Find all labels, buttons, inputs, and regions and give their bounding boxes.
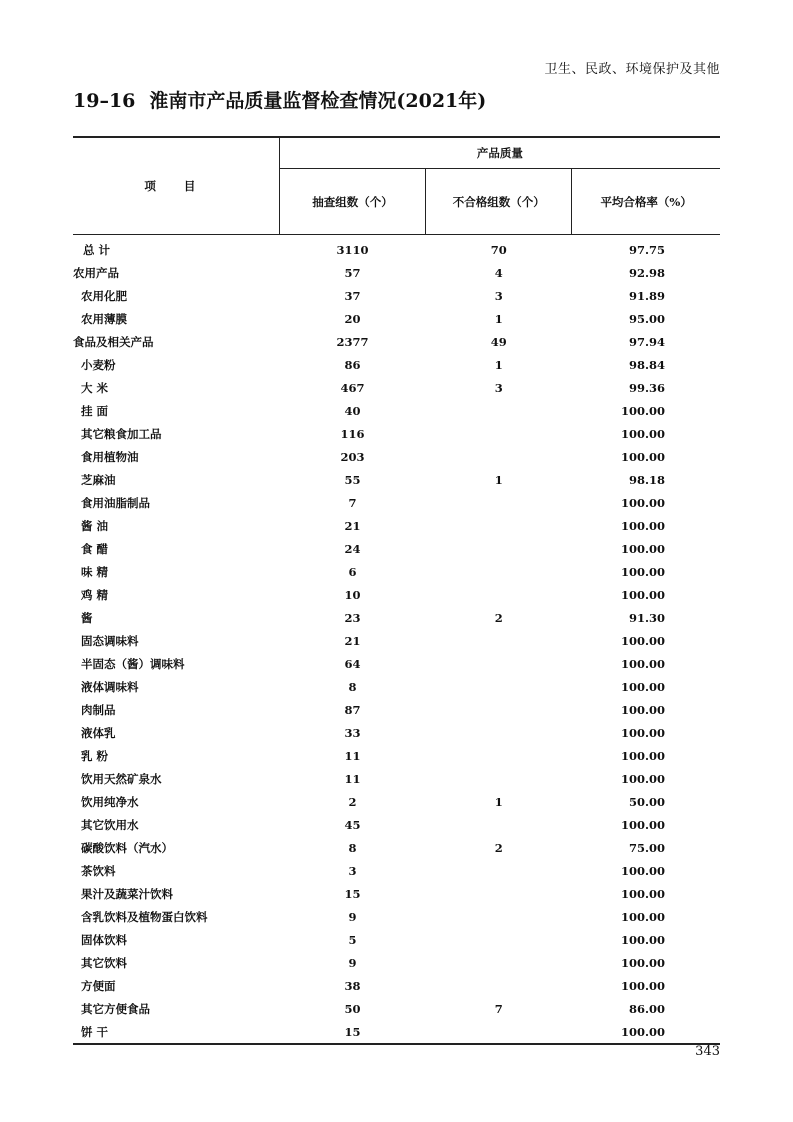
row-item-name: 总 计	[83, 242, 111, 257]
row-failed-groups: 2	[494, 610, 503, 625]
row-sampled-groups: 11	[344, 771, 361, 786]
table-row	[73, 629, 720, 652]
row-item-name: 其它饮用水	[81, 817, 139, 832]
row-average-pass-rate: 100.00	[620, 909, 665, 924]
row-average-pass-rate: 100.00	[620, 495, 665, 510]
row-failed-groups	[426, 652, 572, 675]
table-row	[73, 767, 720, 790]
row-sampled-groups: 15	[344, 886, 361, 901]
row-item-name: 含乳饮料及植物蛋白饮料	[81, 909, 208, 924]
row-average-pass-rate: 100.00	[620, 955, 665, 970]
row-failed-groups: 7	[494, 1001, 503, 1016]
row-failed-groups	[426, 744, 572, 767]
quality-inspection-table	[73, 136, 720, 1045]
row-average-pass-rate: 99.36	[628, 380, 665, 395]
header-failed-groups: 不合格组数（个）	[426, 169, 572, 235]
row-sampled-groups: 467	[340, 380, 365, 395]
table-title: 淮南市产品质量监督检查情况(2021年)	[149, 90, 487, 112]
row-failed-groups	[426, 445, 572, 468]
row-failed-groups	[426, 905, 572, 928]
row-average-pass-rate: 100.00	[620, 403, 665, 418]
row-average-pass-rate: 100.00	[620, 725, 665, 740]
table-row	[73, 675, 720, 698]
row-average-pass-rate: 100.00	[620, 679, 665, 694]
row-failed-groups	[426, 813, 572, 836]
row-sampled-groups: 86	[344, 357, 361, 372]
table-row	[73, 951, 720, 974]
table-row	[73, 284, 720, 307]
table-row	[73, 583, 720, 606]
row-sampled-groups: 11	[344, 748, 361, 763]
row-average-pass-rate: 50.00	[628, 794, 665, 809]
table-row	[73, 307, 720, 330]
row-sampled-groups: 40	[344, 403, 361, 418]
row-failed-groups: 2	[494, 840, 503, 855]
table-row	[73, 537, 720, 560]
row-sampled-groups: 2377	[336, 334, 369, 349]
row-average-pass-rate: 75.00	[628, 840, 665, 855]
row-average-pass-rate: 97.75	[628, 242, 665, 257]
row-failed-groups: 1	[494, 472, 503, 487]
row-item-name: 小麦粉	[81, 357, 116, 372]
table-row	[73, 491, 720, 514]
row-item-name: 味 精	[81, 564, 109, 579]
row-average-pass-rate: 100.00	[620, 426, 665, 441]
row-item-name: 农用薄膜	[81, 311, 127, 326]
table-row	[73, 1020, 720, 1044]
row-failed-groups	[426, 583, 572, 606]
table-row	[73, 376, 720, 399]
row-failed-groups	[426, 399, 572, 422]
row-average-pass-rate: 91.30	[628, 610, 665, 625]
table-row	[73, 974, 720, 997]
row-failed-groups: 1	[494, 311, 503, 326]
row-sampled-groups: 64	[344, 656, 361, 671]
table-row	[73, 652, 720, 675]
row-average-pass-rate: 100.00	[620, 633, 665, 648]
row-sampled-groups: 37	[344, 288, 361, 303]
table-row	[73, 606, 720, 629]
table-row	[73, 790, 720, 813]
row-sampled-groups: 23	[344, 610, 361, 625]
row-sampled-groups: 9	[348, 909, 357, 924]
table-row	[73, 560, 720, 583]
row-failed-groups: 3	[494, 288, 503, 303]
row-sampled-groups: 50	[344, 1001, 361, 1016]
row-sampled-groups: 33	[344, 725, 361, 740]
row-average-pass-rate: 100.00	[620, 541, 665, 556]
table-row	[73, 905, 720, 928]
row-item-name: 酱	[81, 610, 93, 625]
row-item-name: 食用植物油	[81, 449, 139, 464]
row-failed-groups: 3	[494, 380, 503, 395]
row-failed-groups	[426, 1020, 572, 1044]
row-average-pass-rate: 98.18	[628, 472, 665, 487]
table-row	[73, 422, 720, 445]
row-sampled-groups: 10	[344, 587, 361, 602]
row-sampled-groups: 3	[348, 863, 357, 878]
table-row	[73, 261, 720, 284]
header-item: 项 目	[73, 137, 279, 235]
row-item-name: 酱 油	[81, 518, 109, 533]
row-sampled-groups: 116	[340, 426, 365, 441]
row-item-name: 肉制品	[81, 702, 116, 717]
row-failed-groups	[426, 721, 572, 744]
row-sampled-groups: 3110	[336, 242, 369, 257]
row-average-pass-rate: 100.00	[620, 932, 665, 947]
row-sampled-groups: 5	[348, 932, 357, 947]
table-row	[73, 813, 720, 836]
row-item-name: 固体饮料	[81, 932, 127, 947]
table-row	[73, 882, 720, 905]
table-row	[73, 744, 720, 767]
row-average-pass-rate: 100.00	[620, 748, 665, 763]
row-failed-groups	[426, 422, 572, 445]
row-item-name: 芝麻油	[81, 472, 116, 487]
table-row	[73, 235, 720, 262]
table-row	[73, 721, 720, 744]
row-average-pass-rate: 100.00	[620, 587, 665, 602]
row-failed-groups: 1	[494, 357, 503, 372]
row-item-name: 果汁及蔬菜汁饮料	[81, 886, 173, 901]
row-sampled-groups: 2	[348, 794, 357, 809]
row-failed-groups	[426, 859, 572, 882]
page-number: 343	[695, 1044, 720, 1059]
row-average-pass-rate: 100.00	[620, 656, 665, 671]
table-row	[73, 836, 720, 859]
row-item-name: 饮用纯净水	[81, 794, 139, 809]
row-average-pass-rate: 95.00	[628, 311, 665, 326]
row-average-pass-rate: 91.89	[628, 288, 665, 303]
row-sampled-groups: 20	[344, 311, 361, 326]
row-sampled-groups: 57	[344, 265, 361, 280]
row-sampled-groups: 87	[344, 702, 361, 717]
row-average-pass-rate: 92.98	[628, 265, 665, 280]
row-item-name: 半固态（酱）调味料	[81, 656, 185, 671]
row-item-name: 农用化肥	[81, 288, 127, 303]
row-average-pass-rate: 100.00	[620, 518, 665, 533]
row-item-name: 食用油脂制品	[81, 495, 150, 510]
row-sampled-groups: 203	[340, 449, 365, 464]
table-number: 19–16	[73, 90, 136, 112]
row-sampled-groups: 9	[348, 955, 357, 970]
row-sampled-groups: 6	[348, 564, 357, 579]
table-row	[73, 468, 720, 491]
row-item-name: 液体乳	[81, 725, 116, 740]
table-row	[73, 859, 720, 882]
table-row	[73, 445, 720, 468]
table-body	[73, 235, 720, 1045]
row-item-name: 食 醋	[81, 541, 109, 556]
row-sampled-groups: 15	[279, 1020, 425, 1044]
row-item-name: 其它粮食加工品	[81, 426, 162, 441]
row-item-name: 碳酸饮料（汽水）	[81, 840, 173, 855]
header-average-pass-rate: 平均合格率（%）	[572, 169, 720, 235]
row-sampled-groups: 7	[348, 495, 357, 510]
row-sampled-groups: 38	[344, 978, 361, 993]
row-failed-groups	[426, 698, 572, 721]
row-item-name: 挂 面	[81, 403, 109, 418]
table-row	[73, 698, 720, 721]
row-sampled-groups: 8	[348, 840, 357, 855]
row-failed-groups	[426, 974, 572, 997]
row-average-pass-rate: 100.00	[620, 863, 665, 878]
row-failed-groups	[426, 767, 572, 790]
row-sampled-groups: 45	[344, 817, 361, 832]
row-sampled-groups: 21	[344, 633, 361, 648]
row-average-pass-rate: 100.00	[620, 886, 665, 901]
row-item-name: 饮用天然矿泉水	[81, 771, 162, 786]
row-failed-groups: 1	[494, 794, 503, 809]
row-item-name: 方便面	[81, 978, 116, 993]
row-average-pass-rate: 100.00	[620, 817, 665, 832]
row-item-name: 农用产品	[73, 265, 119, 280]
table-row	[73, 514, 720, 537]
row-average-pass-rate: 86.00	[628, 1001, 665, 1016]
row-average-pass-rate: 97.94	[628, 334, 665, 349]
row-item-name: 固态调味料	[81, 633, 139, 648]
row-item-name: 其它饮料	[81, 955, 127, 970]
row-average-pass-rate: 100.00	[572, 1020, 720, 1044]
row-sampled-groups: 24	[344, 541, 361, 556]
row-failed-groups	[426, 675, 572, 698]
row-failed-groups	[426, 951, 572, 974]
row-item-name: 食品及相关产品	[73, 334, 154, 349]
row-average-pass-rate: 100.00	[620, 771, 665, 786]
row-item-name: 大 米	[81, 380, 109, 395]
row-average-pass-rate: 100.00	[620, 978, 665, 993]
row-item-name: 茶饮料	[81, 863, 116, 878]
row-failed-groups	[426, 514, 572, 537]
row-failed-groups: 49	[490, 334, 507, 349]
page-title	[73, 86, 486, 113]
row-sampled-groups: 55	[344, 472, 361, 487]
row-average-pass-rate: 100.00	[620, 564, 665, 579]
row-average-pass-rate: 98.84	[628, 357, 665, 372]
header-sampled-groups: 抽查组数（个）	[279, 169, 425, 235]
row-average-pass-rate: 100.00	[620, 449, 665, 464]
table-row	[73, 330, 720, 353]
header-product-quality: 产品质量	[279, 137, 720, 169]
table-row	[73, 997, 720, 1020]
row-failed-groups	[426, 560, 572, 583]
section-header: 卫生、民政、环境保护及其他	[544, 62, 720, 77]
row-failed-groups	[426, 882, 572, 905]
row-failed-groups	[426, 629, 572, 652]
row-sampled-groups: 8	[348, 679, 357, 694]
row-item-name: 鸡 精	[81, 587, 109, 602]
row-failed-groups	[426, 491, 572, 514]
row-item-name: 乳 粉	[81, 748, 109, 763]
row-failed-groups	[426, 928, 572, 951]
row-failed-groups: 4	[494, 265, 503, 280]
row-item-name: 饼 干	[73, 1020, 279, 1044]
row-average-pass-rate: 100.00	[620, 702, 665, 717]
row-item-name: 液体调味料	[81, 679, 139, 694]
table-row	[73, 399, 720, 422]
table-row	[73, 928, 720, 951]
row-sampled-groups: 21	[344, 518, 361, 533]
row-failed-groups: 70	[490, 242, 507, 257]
table-row	[73, 353, 720, 376]
row-item-name: 其它方便食品	[81, 1001, 150, 1016]
row-failed-groups	[426, 537, 572, 560]
